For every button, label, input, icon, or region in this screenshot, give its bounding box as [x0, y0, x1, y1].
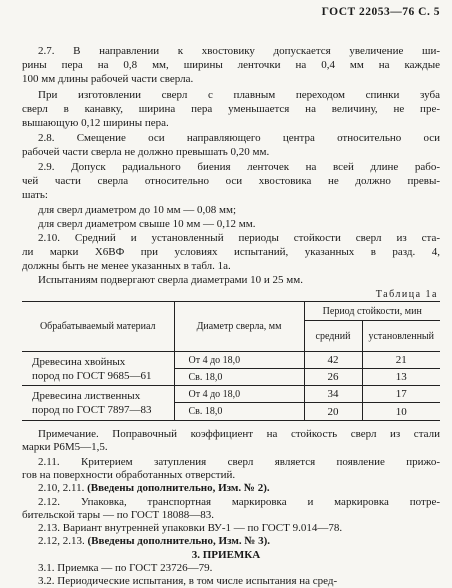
- note-line-2: марки Р6М5—1,5.: [22, 441, 108, 453]
- paragraph-2-10-line-4: Испытаниям подвергают сверла диаметрами 10 и 25 мм.: [38, 274, 303, 286]
- set-cell: 17: [362, 386, 440, 403]
- mean-cell: 20: [304, 403, 362, 421]
- paragraph-2-12-line-2: бительской тары — по ГОСТ 18088—83.: [22, 509, 215, 521]
- amendment-3-ref: 2.12, 2.13.: [38, 535, 88, 547]
- paragraph-2-10-line-1: 2.10. Средний и установленный периоды стойкости сверл из ста-: [38, 232, 440, 244]
- header-set: установленный: [362, 321, 440, 352]
- paragraph-2-7-line-1: 2.7. В направлении к хвостовику допускается увеличение ши-: [38, 45, 440, 57]
- paragraph-2-7-line-3: 100 мм длины рабочей части сверла.: [22, 73, 194, 85]
- paragraph-2-13: 2.13. Вариант внутренней упаковки ВУ-1 — по ГОСТ 9.014—78.: [38, 522, 343, 534]
- paragraph-2-9-line-1: 2.9. Допуск радиального биения ленточек на всей длине рабо-: [38, 161, 440, 173]
- header-period: Период стойкости, мин: [304, 302, 440, 321]
- material-line-1: Древесина лиственных: [32, 390, 141, 402]
- table-row: [22, 386, 440, 403]
- header-diameter: Диаметр сверла, мм: [174, 302, 304, 352]
- set-cell: 13: [362, 369, 440, 386]
- paragraph-2-7-line-2: рины пера на 0,8 мм, ширины ленточки на 0,4 мм на каждые: [22, 59, 440, 71]
- mean-cell: 42: [304, 352, 362, 369]
- paragraph-2-11-line-1: 2.11. Критерием затупления сверл является появление прижо-: [38, 456, 440, 468]
- stoikost-table: [22, 301, 440, 421]
- table-caption: Таблица 1а: [375, 289, 438, 300]
- header-mean: средний: [304, 321, 362, 352]
- paragraph-2-12-line-1: 2.12. Упаковка, транспортная маркировка и маркировка потре-: [38, 496, 440, 508]
- mean-cell: 34: [304, 386, 362, 403]
- amendment-3-note: (Введены дополнительно, Изм. № 3).: [87, 535, 271, 547]
- material-cell: [22, 386, 174, 421]
- set-cell: 21: [362, 352, 440, 369]
- page-header: ГОСТ 22053—76 С. 5: [321, 6, 440, 18]
- diameter-cell: От 4 до 18,0: [174, 386, 304, 403]
- paragraph-3-1: 3.1. Приемка — по ГОСТ 23726—79.: [38, 562, 213, 574]
- paragraph-2-8-line-1: 2.8. Смещение оси направляющего центра относительно оси: [38, 132, 440, 144]
- material-line-2: пород по ГОСТ 7897—83: [32, 404, 152, 416]
- material-line-1: Древесина хвойных: [32, 355, 126, 368]
- paragraph-mfg-line-2: сверл в канавку, ширина пера уменьшается на величину, не пре-: [22, 103, 440, 115]
- amendment-2: [38, 481, 270, 495]
- paragraph-3-2: 3.2. Периодические испытания, в том числе испытания на сред-: [38, 575, 338, 587]
- paragraph-2-9-line-3: шать:: [22, 189, 48, 201]
- paragraph-2-9-item-2: для сверл диаметром свыше 10 мм — 0,12 мм.: [38, 218, 256, 230]
- set-cell: 10: [362, 403, 440, 421]
- material-cell: [22, 352, 174, 386]
- header-material: Обрабатываемый материал: [22, 302, 174, 352]
- table-row: [22, 352, 440, 369]
- diameter-cell: От 4 до 18,0: [174, 352, 304, 369]
- paragraph-2-9-line-2: чей части сверла относительно оси хвостовика не должно превы-: [22, 175, 440, 187]
- section-title: 3. ПРИЕМКА: [191, 549, 261, 561]
- paragraph-2-10-line-2: ли марки Х6ВФ при условиях испытаний, указанных в разд. 4,: [22, 246, 440, 258]
- paragraph-2-8-line-2: рабочей части сверла не должно превышать 0,20 мм.: [22, 146, 270, 158]
- paragraph-2-9-item-1: для сверл диаметром до 10 мм — 0,08 мм;: [38, 204, 237, 216]
- amendment-2-ref: 2.10, 2.11.: [38, 482, 88, 494]
- paragraph-2-10-line-3: должны быть не менее указанных в табл. 1а.: [22, 260, 231, 272]
- note-line-1: Примечание. Поправочный коэффициент на стойкость сверл из стали: [38, 428, 440, 440]
- mean-cell: 26: [304, 369, 362, 386]
- paragraph-2-11-line-2: гов на поверхности обработанных отверстий.: [22, 469, 236, 481]
- paragraph-mfg-line-1: При изготовлении сверл с плавным переходом спинки зуба: [38, 89, 440, 101]
- amendment-2-note: (Введены дополнительно, Изм. № 2).: [87, 482, 270, 494]
- material-line-2: пород по ГОСТ 9685—61: [32, 369, 152, 382]
- paragraph-mfg-line-3: вышающую 0,12 ширины пера.: [22, 117, 169, 129]
- amendment-3: [38, 534, 270, 548]
- diameter-cell: Св. 18,0: [174, 369, 304, 386]
- diameter-cell: Св. 18,0: [174, 403, 304, 421]
